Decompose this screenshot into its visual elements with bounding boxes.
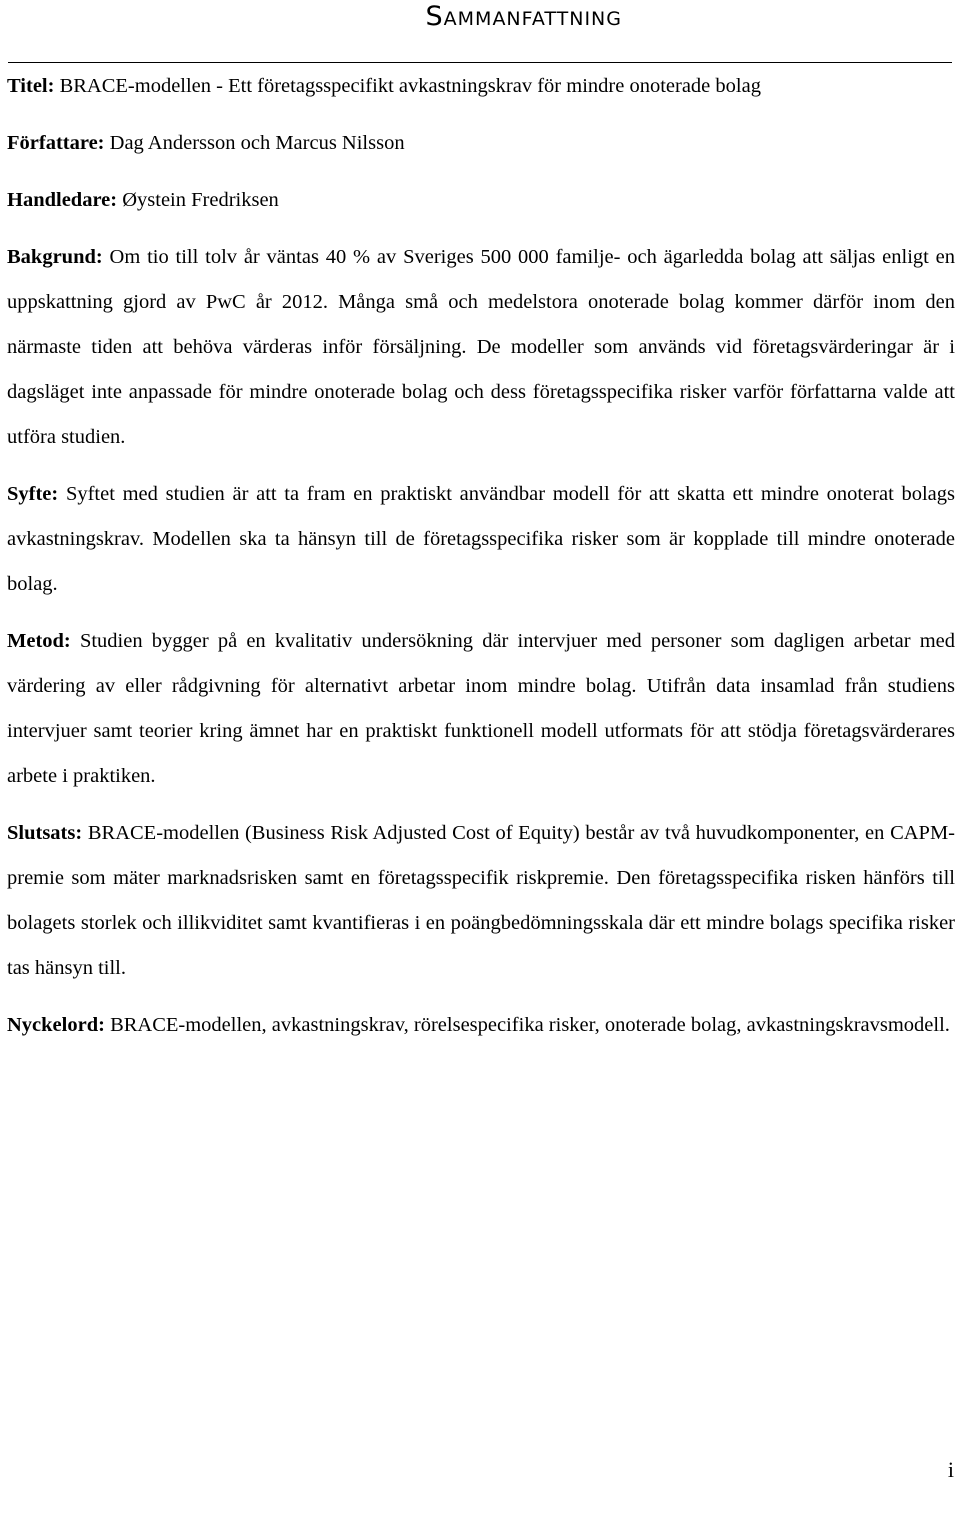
section-text: Syftet med studien är att ta fram en praktiskt användbar modell för att skatta ett mindre onoterat bolags avkastningskrav. Modellen ska ta hänsyn till de företagsspecifika risker som är kopplade till mindre onoterade bolag. [7, 483, 955, 595]
section-authors [7, 121, 955, 166]
section-text: BRACE-modellen, avkastningskrav, rörelsespecifika risker, onoterade bolag, avkastningskravsmodell. [110, 1014, 950, 1036]
section-label: Slutsats: [7, 822, 83, 844]
section-label: Författare: [7, 132, 105, 154]
section-text: Øystein Fredriksen [122, 189, 279, 211]
heading-rule [8, 62, 952, 63]
abstract-body [7, 64, 955, 1060]
section-label: Syfte: [7, 483, 59, 505]
page-number: i [947, 1457, 954, 1482]
section-keywords [7, 1003, 955, 1048]
section-supervisor [7, 178, 955, 223]
section-label: Metod: [7, 630, 71, 652]
section-text: BRACE-modellen (Business Risk Adjusted Cost of Equity) består av två huvudkomponenter, en CAPM-premie som mäter marknadsrisken samt en företagsspecifik riskpremie. Den företagsspecifika risken hänförs till bolagets storlek och illikviditet samt kvantifieras i en poängbedömningsskala där ett mindre bolags specifika risker tas hänsyn till. [7, 822, 956, 979]
section-label: Bakgrund: [7, 246, 103, 268]
section-conclusion [7, 811, 955, 991]
section-text: Dag Andersson och Marcus Nilsson [109, 132, 405, 154]
section-background [7, 235, 955, 460]
section-text: Studien bygger på en kvalitativ undersökning där intervjuer med personer som dagligen arbetar med värdering av eller rådgivning för alternativt arbetar inom mindre bolag. Utifrån data insamlad från studiens intervjuer samt teorier kring ämnet har en praktiskt funktionell modell utformats för att stödja företagsvärderares arbete i praktiken. [7, 630, 956, 787]
section-label: Nyckelord: [7, 1014, 105, 1036]
section-method [7, 619, 955, 799]
section-text: Om tio till tolv år väntas 40 % av Sveriges 500 000 familje- och ägarledda bolag att säljas enligt en uppskattning gjord av PwC år 2012. Många små och medelstora onoterade bolag kommer därför inom den närmaste tiden att behöva värderas inför försäljning. De modeller som används vid företagsvärderingar är i dagsläget inte anpassade för mindre onoterade bolag och dess företagsspecifika risker varför författarna valde att utföra studien. [7, 246, 955, 448]
section-title [7, 64, 955, 109]
page-heading: Sammanfattning [425, 1, 622, 32]
section-text: BRACE-modellen - Ett företagsspecifikt avkastningskrav för mindre onoterade bolag [59, 75, 761, 97]
section-purpose [7, 472, 955, 607]
section-label: Titel: [7, 75, 55, 97]
section-label: Handledare: [7, 189, 118, 211]
